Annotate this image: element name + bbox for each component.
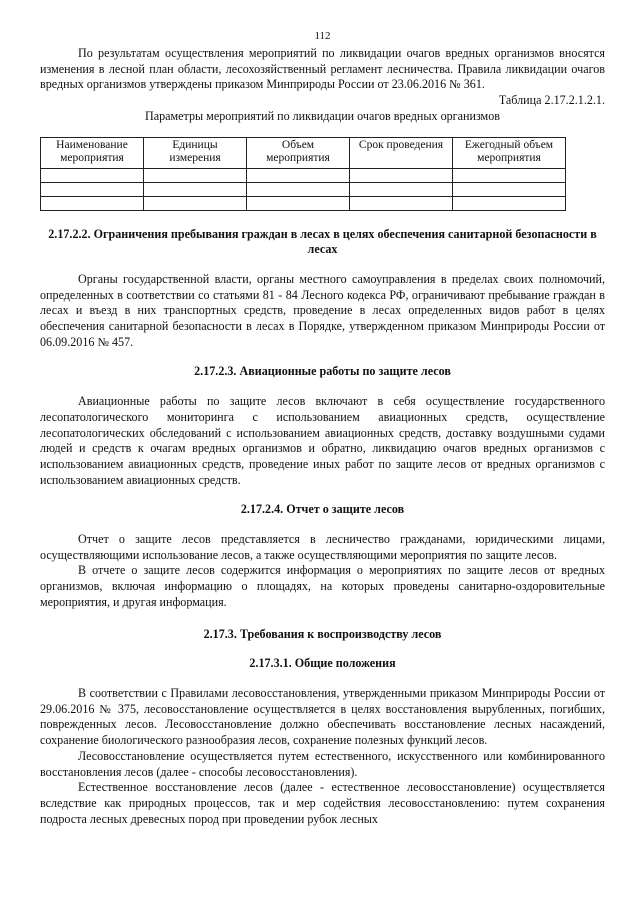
table-cell [144,182,247,196]
table-cell [144,196,247,210]
table-row [41,182,566,196]
table-cell [453,196,566,210]
table-cell [41,168,144,182]
table-cell [247,168,350,182]
section-heading: 2.17.2.2. Ограничения пребывания граждан в лесах в целях обеспечения санитарной безопасности в лесах [48,226,597,257]
table-cell [350,182,453,196]
table-number: Таблица 2.17.2.1.2.1. [498,93,605,108]
table-cell [453,168,566,182]
subsection-heading: 2.17.3.1. Общие положения [249,656,396,671]
table-header-row [41,137,566,168]
table-header-cell: Ежегодный объем мероприятия [453,137,566,168]
section-paragraph: Авиационные работы по защите лесов включают в себя осуществление государственного лесопатологического мониторинга с использованием авиационных средств, осуществление лесопатологических обследований с использованием авиационных средств, доставку воздушными судами людей и средств к очагам вредных организмов и обратно, ликвидацию очагов вредных организмов с использованием авиационных средств, проведение иных работ по защите лесов от вредных организмов с использованием авиационных средств. [40,394,605,487]
measures-table [40,137,566,211]
section-paragraph: В отчете о защите лесов содержится информация о мероприятиях по защите лесов от вредных организмов, включая информацию о площадях, на которых проведены санитарно-оздоровительные мероприятия, и другая информация. [40,563,605,609]
table-row [41,168,566,182]
section-paragraph: Отчет о защите лесов представляется в лесничество гражданами, юридическими лицами, осуществляющими использование лесов, а также осуществляющими мероприятия по защите лесов. [40,532,605,562]
section-heading: 2.17.2.4. Отчет о защите лесов [240,502,405,517]
section-heading: 2.17.2.3. Авиационные работы по защите лесов [194,364,451,379]
table-cell [350,196,453,210]
table-row [41,196,566,210]
section-paragraph: Естественное восстановление лесов (далее - естественное лесовосстановление) осуществляется вследствие как природных процессов, так и мер содействия лесовосстановлению: путем сохранения подроста лесных древесных пород при проведении рубок лесных [40,780,605,826]
table-header-cell: Объем мероприятия [247,137,350,168]
intro-paragraph: По результатам осуществления мероприятий по ликвидации очагов вредных организмов вносятся изменения в лесной план области, лесохозяйственный регламент лесничества. Правила ликвидации очагов вредных организмов утверждены приказом Минприроды России от 23.06.2016 № 361. [40,46,605,92]
table-cell [41,196,144,210]
table-header-cell: Срок проведения [350,137,453,168]
section-paragraph: Лесовосстановление осуществляется путем естественного, искусственного или комбинированного восстановления лесов (далее - способы лесовосстановления). [40,748,605,779]
section-heading: 2.17.3. Требования к воспроизводству лесов [203,626,442,641]
table-cell [350,168,453,182]
document-page [40,30,605,827]
table-cell [247,196,350,210]
section-paragraph: В соответствии с Правилами лесовосстановления, утвержденными приказом Минприроды России от 29.06.2016 № 375, лесовосстановление осуществляется в целях восстановления вырубленных, погибших, поврежденных лесов. Лесовосстановление должно обеспечивать восстановление лесных насаждений, сохранение биологического разнообразия лесов, сохранение полезных функций лесов. [40,685,605,748]
table-cell [453,182,566,196]
page-number: 112 [314,30,331,42]
table-cell [247,182,350,196]
table-cell [144,168,247,182]
section-paragraph: Органы государственной власти, органы местного самоуправления в пределах своих полномочий, определенных в соответствии со статьями 81 - 84 Лесного кодекса РФ, ограничивают пребывание граждан в лесах и въезд в них транспортных средств, проведение в лесах определенных видов работ в целях обеспечения санитарной безопасности в лесах в Порядке, утвержденном приказом Минприроды России от 06.09.2016 № 457. [40,271,605,349]
table-caption: Параметры мероприятий по ликвидации очагов вредных организмов [145,108,500,123]
table-cell [41,182,144,196]
table-header-cell: Единицы измерения [144,137,247,168]
table-header-cell: Наименование мероприятия [41,137,144,168]
